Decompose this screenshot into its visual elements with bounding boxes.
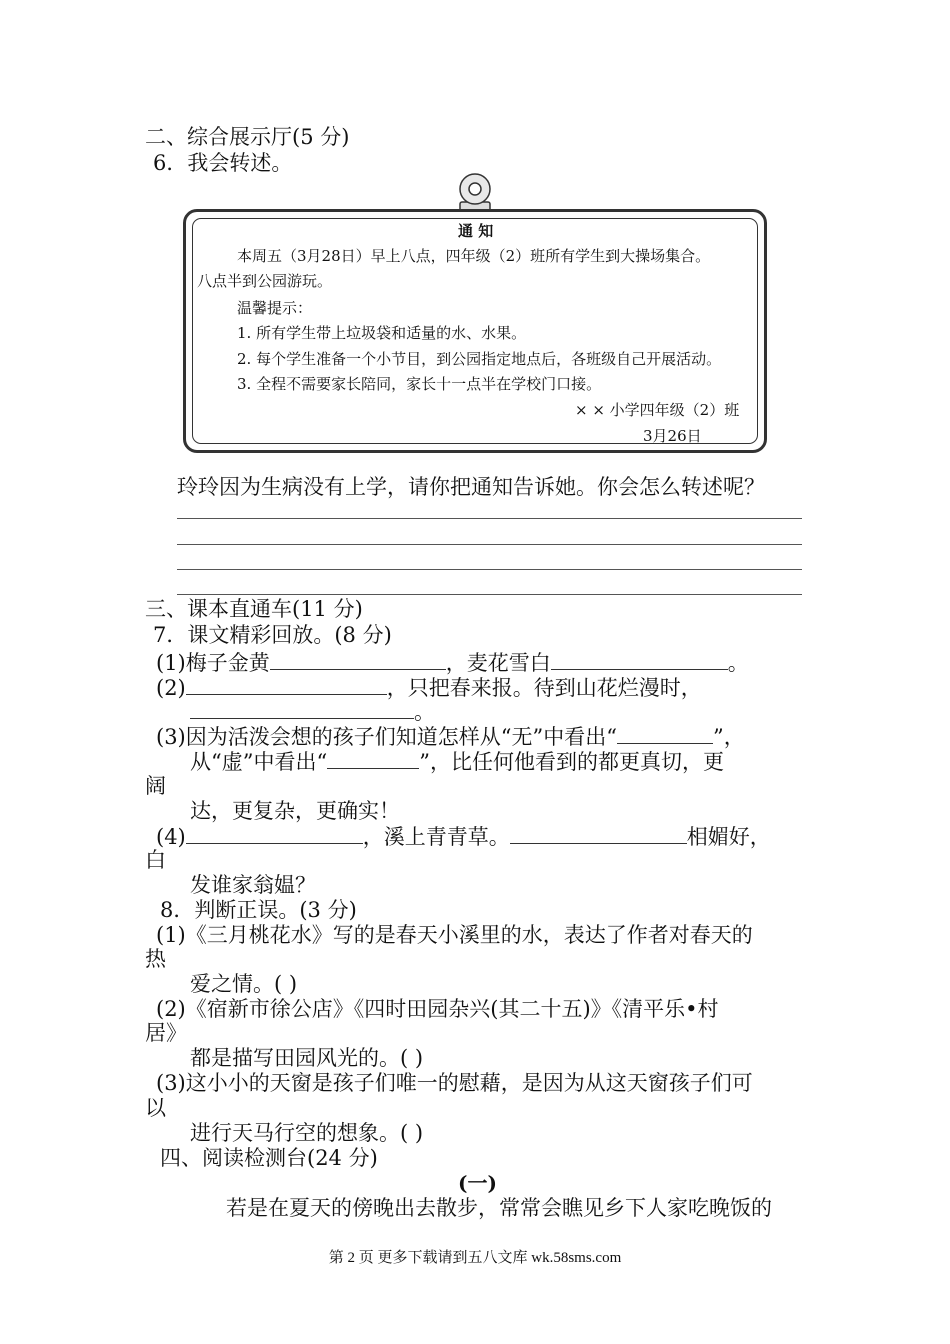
fill-blank[interactable] <box>186 823 363 844</box>
fill-blank[interactable] <box>186 674 387 695</box>
question-7-4: (4) ，溪上青青草。 相媚好， <box>156 825 771 849</box>
question-7-2: (2) ，只把春来报。待到山花烂漫时， <box>156 676 702 700</box>
question-7-2-cont: 。 <box>190 698 435 725</box>
fill-blank[interactable] <box>270 649 446 670</box>
fill-blank[interactable] <box>617 723 713 744</box>
fill-blank[interactable] <box>190 698 414 719</box>
question-7-3-wrap: 阔 <box>145 774 166 798</box>
question-8: 8．判断正误。(3 分) <box>160 898 357 922</box>
answer-line[interactable] <box>177 594 802 595</box>
question-7-1: (1)梅子金黄 ，麦花雪白 。 <box>156 651 749 675</box>
reading-part-label: (一) <box>458 1171 497 1195</box>
notice-signature: × × 小学四年级（2）班 <box>575 401 740 419</box>
question-7-4-end: 发谁家翁媪？ <box>190 873 316 897</box>
question-8-2-wrap: 居》 <box>145 1021 187 1045</box>
notice-tip-2: 2. 每个学生准备一个小节目，到公园指定地点后，各班级自己开展活动。 <box>237 350 722 368</box>
notice-tip-3: 3. 全程不需要家长陪同，家长十一点半在学校门口接。 <box>237 375 602 393</box>
question-8-2: (2)《宿新市徐公店》《四时田园杂兴(其二十五)》《清平乐•村 <box>156 997 719 1021</box>
answer-line[interactable] <box>177 518 802 519</box>
question-8-3: (3)这小小的天窗是孩子们唯一的慰藉，是因为从这天窗孩子们可 <box>156 1071 753 1095</box>
question-6: 6．我会转述。 <box>153 151 293 175</box>
notice-tip-1: 1. 所有学生带上垃圾袋和适量的水、水果。 <box>237 324 527 342</box>
answer-line[interactable] <box>177 569 802 570</box>
question-6-prompt: 玲玲因为生病没有上学，请你把通知告诉她。你会怎么转述呢？ <box>177 475 765 499</box>
question-8-3-wrap: 以 <box>145 1096 166 1120</box>
question-7-3-cont: 从“虚”中看出“ ”，比任何他看到的都更真切，更 <box>190 750 724 774</box>
page-footer: 第 2 页 更多下载请到五八文库 wk.58sms.com <box>328 1250 622 1266</box>
question-7: 7．课文精彩回放。(8 分) <box>153 623 392 647</box>
notice-date: 3月26日 <box>643 427 702 445</box>
section-2-heading: 二、综合展示厅(5 分) <box>145 125 350 149</box>
question-7-3-end: 达，更复杂，更确实！ <box>190 799 400 823</box>
clip-icon <box>457 172 493 212</box>
notice-para: 本周五（3月28日）早上八点，四年级（2）班所有学生到大操场集合。 <box>237 247 711 265</box>
section-4-heading: 四、阅读检测台(24 分) <box>160 1146 378 1170</box>
notice-para-cont: 八点半到公园游玩。 <box>197 272 333 290</box>
question-8-1-end: 爱之情。( ) <box>190 972 298 996</box>
notice-tip-heading: 温馨提示： <box>237 299 313 317</box>
question-8-1-wrap: 热 <box>145 947 166 971</box>
section-3-heading: 三、课本直通车(11 分) <box>145 597 363 621</box>
question-8-2-end: 都是描写田园风光的。( ) <box>190 1046 424 1070</box>
notice-title: 通 知 <box>458 222 494 240</box>
fill-blank[interactable] <box>510 823 687 844</box>
answer-line[interactable] <box>177 544 802 545</box>
fill-blank[interactable] <box>551 649 728 670</box>
question-7-3: (3)因为活泼会想的孩子们知道怎样从“无”中看出“ ”， <box>156 725 745 749</box>
question-8-1: (1)《三月桃花水》写的是春天小溪里的水，表达了作者对春天的 <box>156 923 753 947</box>
reading-paragraph: 若是在夏天的傍晚出去散步，常常会瞧见乡下人家吃晚饭的 <box>226 1196 772 1220</box>
question-7-4-wrap: 白 <box>145 848 166 872</box>
question-8-3-end: 进行天马行空的想象。( ) <box>190 1121 424 1145</box>
fill-blank[interactable] <box>327 748 419 769</box>
